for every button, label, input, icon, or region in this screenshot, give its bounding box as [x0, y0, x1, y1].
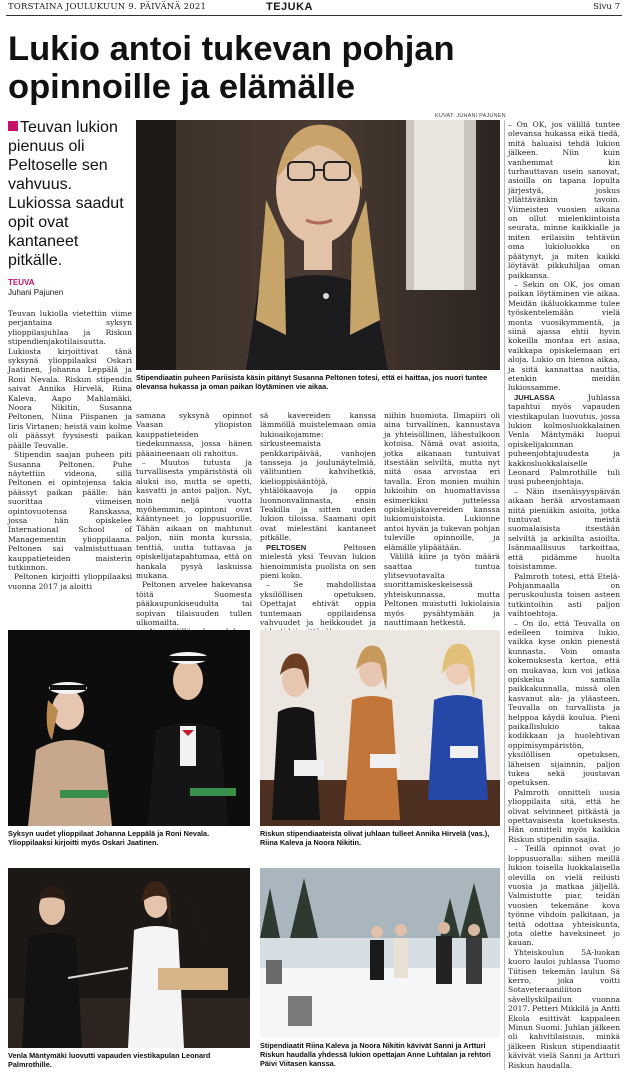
video-still-illustration — [136, 120, 500, 370]
graduates-illustration — [8, 630, 250, 826]
column-divider — [504, 120, 505, 1070]
paragraph: – Teillä opinnot ovat jo loppusuoralla: siihen meillä lukion toisella luokkalaisella olevilla on vielä reilusti vuosia ja matkaa jäljellä. Valmistutte piar, teidän vuosien tekemäne kova työnne vihdoin palkitaan, ja teitä odottaa yhteiskunta, jota olette haveksineet jo kauan. — [508, 844, 620, 948]
paragraph: – Se mahdollistaa yksilöllisen opetuksen. Opettajat ehtivät oppia tuntemaan oppilaidensa vahvuudet ja heikkoudet ja — [260, 580, 376, 627]
baton-photo — [8, 868, 250, 1048]
lead-text: Teuvan lukion pienuus oli Peltoselle sen vahvuus. Lukiossa saadut opit ovat kantaneet pitkälle. — [8, 119, 124, 269]
paragraph: Yhteiskoulun 5A-luokan kuoro lauloi juhlassa Tuomo Tiitisen tekemän laulun Sä kerro, joka voitti Sotaveteraaniliiton sävellyskilpailun vuonna 2017. Petteri Mikkilä ja Antti Ekola esittivät kappaleen Minun Suomi. Juhlan jälkeen oli kahvitilaisuus, minkä jälkeen Riskun stipendiaatit kävivät vielä Sanni ja Artturi Riskun haudalla. — [508, 947, 620, 1070]
paragraph: Palmroth onnitteli uusia ylioppilaita sitä, että he olivat selvinneet pitkästä ja opettavaisesta koetuksesta. Hän onnitteli myös kaikkia Riskun stipendin saajia. — [508, 787, 620, 844]
subhead-juhlassa: JUHLASSA — [514, 392, 555, 402]
stipend-girls-photo — [260, 630, 500, 826]
main-photo-caption: Stipendiaatin puheen Pariisista käsin pitänyt Susanna Peltonen totesi, että ei haittaa, jos nuori tuntee olevansa hukassa ja oman paikan löytäminen vie aikaa. — [136, 373, 488, 392]
header-rule — [6, 15, 622, 16]
text-column-5 — [508, 120, 620, 1076]
paragraph: – On OK, jos välillä tuntee olevansa hukassa eikä tiedä, mitä haluaisi tehdä lukion jälkeen. Niin kuin vanhemmat kin turhauttavan usein sanovat, asioilla on tapana lopulta järjestyä, joskus yllättävänkin tavoin. Viimeisten vuosien aikana on ollut mielenkiintoista seurata, minne kaikkialle ja miten erilaisiin tehtäviin oma lukioluokka on päätynyt, ja miten kaikki löytävät pikkuhiljaa oman paikkansa. — [508, 120, 620, 280]
paragraph: Palmroth totesi, että Etelä-Pohjanmaalla on peruskoulusta toisen asteen tutkintoihin asti paljon vaihtoehtoja. — [508, 571, 620, 619]
paragraph: Peltonen kirjoitti ylioppilaaksi vuonna 2017 ja aloitti — [8, 572, 132, 591]
grave-visit-caption: Stipendiaatit Riina Kaleva ja Noora Nikitin kävivät Sanni ja Artturi Riskun haudalla yhdessä lukion opettajan Anne Luhtalan ja rehtori Päivi Viitasen kanssa. — [260, 1041, 491, 1069]
text-column-1 — [8, 309, 132, 631]
baton-illustration — [8, 868, 250, 1048]
paragraph: samana syksynä opinnot Vaasan yliopiston kauppatieteiden tiedekunnassa, jossa hänen pääaineenaan oli rahoitus. — [136, 411, 252, 458]
article-byline: Juhani Pajunen — [8, 288, 64, 297]
paragraph — [508, 393, 620, 487]
paragraph-rest: Peltosen mielestä yksi Teuvan lukion hienoimmista puolista on sen pieni koko. — [260, 542, 376, 580]
graduates-photo — [8, 630, 250, 826]
header-date: TORSTAINA JOULUKUUN 9. PÄIVÄNÄ 2021 — [8, 2, 207, 12]
article-location: TEUVA — [8, 278, 35, 287]
paragraph: Välillä kiire ja työn määrä saattaa tuntua ylitsevuotavalta suorittamiskeskeisessä yhteiskunnassa, mutta Peltonen muistutti lukiolaisia myös pysähtymään ja nauttimaan hetkestä. — [384, 552, 500, 627]
article-lead — [8, 118, 130, 270]
paragraph: Teuvan lukiolla vietettiin viime perjantaina syksyn ylioppilasjuhlaa ja Riskun stipendienjakotilaisuutta. Lukiosta kirjoittivat tänä syksynä ylioppilaaksi Oskari Jaatinen, Johanna Leppälä ja Roni Nevala. Riskun stipendin saivat Annika Hirvelä, Riina Kaleva, Aapo Mahlamäki, Noora Nikitin, Susanna Peltonen, Niina Piispanen ja Iiris Virtanen; heistä vain kolme oli päässyt fyysisesti paikan päälle Teuvalle. — [8, 309, 132, 450]
stipend-girls-caption: Riskun stipendiaateista olivat juhlaan tulleet Annika Hirvelä (vas.), Riina Kaleva ja Noora Nikitin. — [260, 829, 490, 848]
paragraph: – Näin itsenäisyyspäivän aikaan herää arvostamaan niitä pieniäkin asioita, jotka tuntuvat meistä suomalaisista itsestään selviltä ja arkisilta asioilta. Isänmaallisuus tarkoittaa, että pidämme huolta toisistamme. — [508, 486, 620, 572]
paragraph-rest: Juhlassa tapahtui myös vapauden viestikapulan luovutus, jossa lukion kolmosluokkalainen Venla Mäntymäki luopui opiskelijakunnan puheenjohtajuudesta ja kakkosluokkalaiselle Leonard Palmrothille tuli uusi puheenjohtaja. — [508, 392, 620, 487]
paragraph: – Muutos tutusta ja turvallisesta ympäristöstä oli aluksi iso, mutta se opetti, kasvatti ja antoi paljon. Nyt, noin neljä vuotta myöhemmin, opintoni ovat kääntyneet jo loppusuorille. Tähän aikaan on mahtunut paljon, niin monta kurssia, tenttiä, uutta tuttavaa ja opiskelijatapahtumaa, että on hankala pysyä laskuissa mukana. — [136, 458, 252, 580]
lead-square-icon — [8, 121, 18, 131]
text-column-4 — [384, 411, 500, 627]
stipend-girls-illustration — [260, 630, 500, 826]
paragraph: Peltonen arvelee hakevansa töitä Suomesta pääkaupunkiseudulta tai sopivan tilaisuuden tullen ulkomailta. — [136, 580, 252, 627]
article-headline: Lukio antoi tukevan pohjan opinnoille ja elämälle — [8, 30, 455, 106]
graduates-caption: Syksyn uudet ylioppilaat Johanna Leppälä ja Roni Nevala. Ylioppilaaksi kirjoitti myös Oskari Jaatinen. — [8, 829, 210, 848]
grave-visit-photo — [260, 868, 500, 1038]
paragraph: niihin huomiota. Ilmapiiri oli aina turvallinen, kannustava ja yhteisöllinen, lähestulkoon kotoisa. Nämä ovat asioita, jotka aikanaan tuntuivat itsestään selviltä, mutta nyt niitä osaa arvostaa eri tavalla. Eron monien muihin lukioihin on huomattavissa esimerkiksi juttelessa opiskelijakavereiden kanssa lukiomuistoista. Lukionne antoi hyvän ja tukevan pohjan tuleville opinnoille, ja elämälle ylipäätään. — [384, 411, 500, 552]
paper-name: TEJUKA — [266, 1, 314, 13]
page-number: Sivu 7 — [593, 2, 620, 12]
text-column-2 — [136, 411, 252, 627]
paragraph: – On ilo, että Teuvalla on edelleen toimiva lukio, vaikka kyse onkin pienestä kunnasta. Voin omasta kokemuksesta kertoa, että on mukavaa, kun voi jatkaa opiskelua samalla paikkakunnalla, missä olen kasvanut ala- ja yläasteen. Teuvalla on turvallista ja helppoa käydä koulua. Pieni paikallislukio takaa kodikkaan ja huolehtivan oppimisympäristön, yksilöllisen opetuksen, läheisen sijainnin, paljon tukea sekä joustavan opetuksen. — [508, 618, 620, 788]
main-photo-video — [136, 120, 500, 370]
paragraph: – Sekin on OK, jos oman paikan löytäminen vie aikaa. Meidän ikäluokkamme tulee työskentelemään vielä monta vuosikymmentä, ja siinä ajassa ehtii hyvin kokeilla montaa eri asiaa, vaikkapa opiskelemaan eri aloja. Lukio on hienoa aikaa, ja siitä kannattaa nauttia, etenkin meidän lukiossamme. — [508, 279, 620, 393]
grave-visit-illustration — [260, 868, 500, 1038]
subhead-peltosen: PELTOSEN — [266, 542, 307, 552]
paragraph — [260, 543, 376, 581]
baton-caption: Venla Mäntymäki luovutti vapauden viestikapulan Leonard Palmrothille. — [8, 1051, 211, 1070]
text-column-3 — [260, 411, 376, 627]
paragraph: sä kavereiden kanssa lämmöllä muistelemaan omia lukioaikojamme: sirkusteemaista penkkaripäivää, vanhojen tansseja ja joulunäytelmiä, välituntien kahvihetkiä, kielioppisääntöjä, yhtälökaavoja ja oppia luonnonvalinnasta, ensin Teakilla ja sitten uuden lukion tiloissa. Saamani opit ovat mielestäni kantaneet pitkälle. — [260, 411, 376, 543]
paragraph: Stipendin saajan puheen piti Susanna Peltonen. Puhe näytettiin videona, sillä Peltonen ei opintojensa takia päässyt paikan päälle: hän suorittaa viimeisen opintovuotensa Ranskassa, jossa hän opiskelee International School of Managementin ylioppilaana. Peltonen sai valmistuttuaan kauppatieteiden maisterin tutkinnon. — [8, 450, 132, 572]
photo-credit: KUVAT: JUHANI PAJUNEN — [435, 113, 506, 119]
